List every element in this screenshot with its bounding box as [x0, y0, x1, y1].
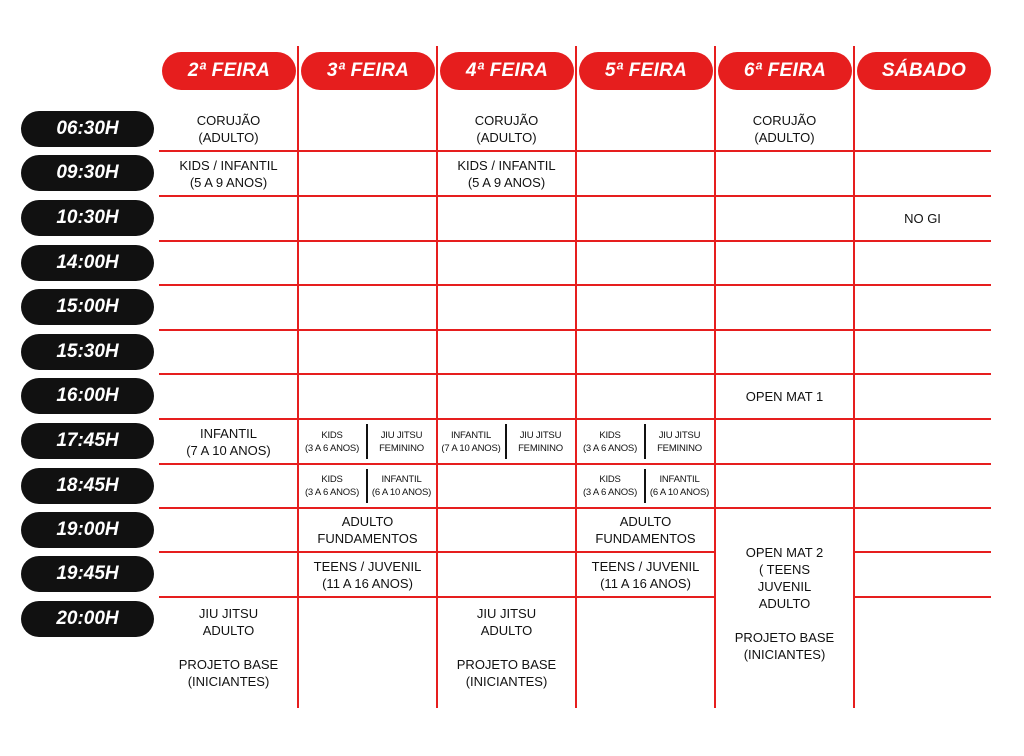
class-text: (3 A 6 ANOS) — [304, 487, 360, 498]
class-text: ADULTO — [758, 596, 811, 611]
class-text: INFANTIL — [450, 429, 492, 441]
class-text: KIDS — [599, 474, 621, 485]
class-text: (ADULTO) — [476, 130, 537, 145]
class-text: (3 A 6 ANOS) — [304, 442, 360, 454]
row-divider — [159, 507, 991, 509]
day-header-sat: SÁBADO — [857, 52, 991, 90]
row-divider — [159, 596, 715, 598]
class-text: CORUJÃO — [474, 113, 539, 128]
class-text: TEENS / JUVENIL — [313, 558, 422, 574]
time-slot-0630: 06:30H — [21, 111, 154, 147]
class-text: JIU JITSU — [519, 429, 562, 441]
class-cell-thu-1845-b — [645, 465, 714, 507]
time-slot-1400: 14:00H — [21, 245, 154, 281]
class-text: KIDS — [321, 429, 343, 441]
class-text: (11 A 16 ANOS) — [600, 575, 691, 591]
row-divider — [159, 463, 991, 465]
class-cell-wed-1745-a — [438, 420, 504, 463]
class-cell-sat-1030 — [854, 197, 991, 240]
class-cell-mon-1745 — [159, 420, 298, 463]
class-text: (11 A 16 ANOS) — [322, 575, 413, 591]
class-cell-tue-1945 — [298, 553, 437, 596]
class-text: PROJETO BASE — [734, 630, 835, 645]
class-text: (7 A 10 ANOS) — [186, 442, 271, 458]
class-text: JIU JITSU — [476, 605, 537, 621]
class-text: CORUJÃO — [196, 113, 261, 128]
class-text: KIDS — [321, 474, 343, 485]
time-slot-1900: 19:00H — [21, 512, 154, 548]
class-text: TEENS / JUVENIL — [591, 558, 700, 574]
class-text: (INICIANTES) — [465, 673, 548, 689]
time-slot-1845: 18:45H — [21, 468, 154, 504]
class-text: (6 A 10 ANOS) — [649, 487, 710, 498]
class-text: JIU JITSU — [198, 605, 259, 621]
sub-column-divider — [366, 424, 368, 459]
time-slot-1945: 19:45H — [21, 556, 154, 592]
sub-column-divider — [644, 469, 646, 503]
class-cell-tue-1845-a — [299, 465, 365, 507]
time-slot-1030: 10:30H — [21, 200, 154, 236]
time-slot-2000: 20:00H — [21, 601, 154, 637]
day-header-fri: 6ª FEIRA — [718, 52, 852, 90]
class-text: ADULTO — [341, 514, 394, 529]
time-slot-1500: 15:00H — [21, 289, 154, 325]
class-cell-wed-0630 — [437, 108, 576, 150]
class-cell-thu-1745-a — [577, 420, 643, 463]
class-text: JIU JITSU — [380, 429, 423, 441]
class-text: KIDS / INFANTIL — [457, 157, 556, 173]
class-cell-wed-2000 — [437, 600, 576, 694]
class-text: FUNDAMENTOS — [317, 531, 418, 546]
class-cell-tue-1845-b — [367, 465, 436, 507]
class-text: (7 A 10 ANOS) — [441, 442, 501, 454]
day-header-mon: 2ª FEIRA — [162, 52, 296, 90]
row-divider — [854, 551, 991, 553]
day-header-wed: 4ª FEIRA — [440, 52, 574, 90]
class-cell-mon-0930 — [159, 152, 298, 195]
class-text: JUVENIL — [757, 579, 812, 594]
class-text: INFANTIL — [659, 474, 700, 485]
class-text: (ADULTO) — [198, 130, 259, 145]
class-text: KIDS — [599, 429, 621, 441]
class-text: ADULTO — [202, 622, 255, 638]
time-slot-1530: 15:30H — [21, 334, 154, 370]
class-text: (3 A 6 ANOS) — [582, 487, 638, 498]
class-text: FUNDAMENTOS — [595, 531, 696, 546]
class-text: CORUJÃO — [752, 113, 817, 128]
class-text: FEMININO — [518, 442, 563, 454]
class-text: (INICIANTES) — [187, 673, 270, 689]
sub-column-divider — [644, 424, 646, 459]
time-slot-1745: 17:45H — [21, 423, 154, 459]
class-cell-fri-1900 — [715, 533, 854, 674]
row-divider — [854, 596, 991, 598]
row-divider — [159, 284, 991, 286]
class-cell-thu-1845-a — [577, 465, 643, 507]
class-text: FEMININO — [657, 442, 702, 454]
row-divider — [159, 373, 991, 375]
class-cell-fri-0630 — [715, 108, 854, 150]
class-cell-wed-0930 — [437, 152, 576, 195]
class-cell-mon-2000 — [159, 600, 298, 694]
class-cell-mon-0630 — [159, 108, 298, 150]
class-cell-thu-1945 — [576, 553, 715, 596]
class-text: (ADULTO) — [754, 130, 815, 145]
class-text: INFANTIL — [381, 474, 422, 485]
day-header-thu: 5ª FEIRA — [579, 52, 713, 90]
class-text: PROJETO BASE — [456, 656, 557, 672]
class-text: ( TEENS — [758, 562, 811, 577]
class-cell-fri-1600 — [715, 375, 854, 418]
class-text: (INICIANTES) — [743, 647, 826, 662]
class-text: OPEN MAT 2 — [745, 545, 824, 560]
class-cell-tue-1745-b — [367, 420, 436, 463]
class-cell-tue-1900 — [298, 509, 437, 551]
sub-column-divider — [366, 469, 368, 503]
class-text: PROJETO BASE — [178, 656, 279, 672]
class-cell-tue-1745-a — [299, 420, 365, 463]
sub-column-divider — [505, 424, 507, 459]
class-text: (3 A 6 ANOS) — [582, 442, 638, 454]
class-text: FEMININO — [379, 442, 424, 454]
class-cell-thu-1745-b — [645, 420, 714, 463]
class-text: OPEN MAT 1 — [745, 389, 824, 404]
class-cell-thu-1900 — [576, 509, 715, 551]
class-text: ADULTO — [619, 514, 672, 529]
row-divider — [159, 240, 991, 242]
time-slot-0930: 09:30H — [21, 155, 154, 191]
class-text: (6 A 10 ANOS) — [371, 487, 432, 498]
class-text: NO GI — [904, 211, 941, 226]
class-text: (5 A 9 ANOS) — [189, 174, 268, 190]
time-slot-1600: 16:00H — [21, 378, 154, 414]
row-divider — [159, 329, 991, 331]
class-text: (5 A 9 ANOS) — [467, 174, 546, 190]
class-text: ADULTO — [480, 622, 533, 638]
class-cell-wed-1745-b — [506, 420, 575, 463]
class-text: KIDS / INFANTIL — [179, 157, 278, 173]
class-text: INFANTIL — [199, 425, 258, 441]
day-header-tue: 3ª FEIRA — [301, 52, 435, 90]
class-text: JIU JITSU — [658, 429, 701, 441]
